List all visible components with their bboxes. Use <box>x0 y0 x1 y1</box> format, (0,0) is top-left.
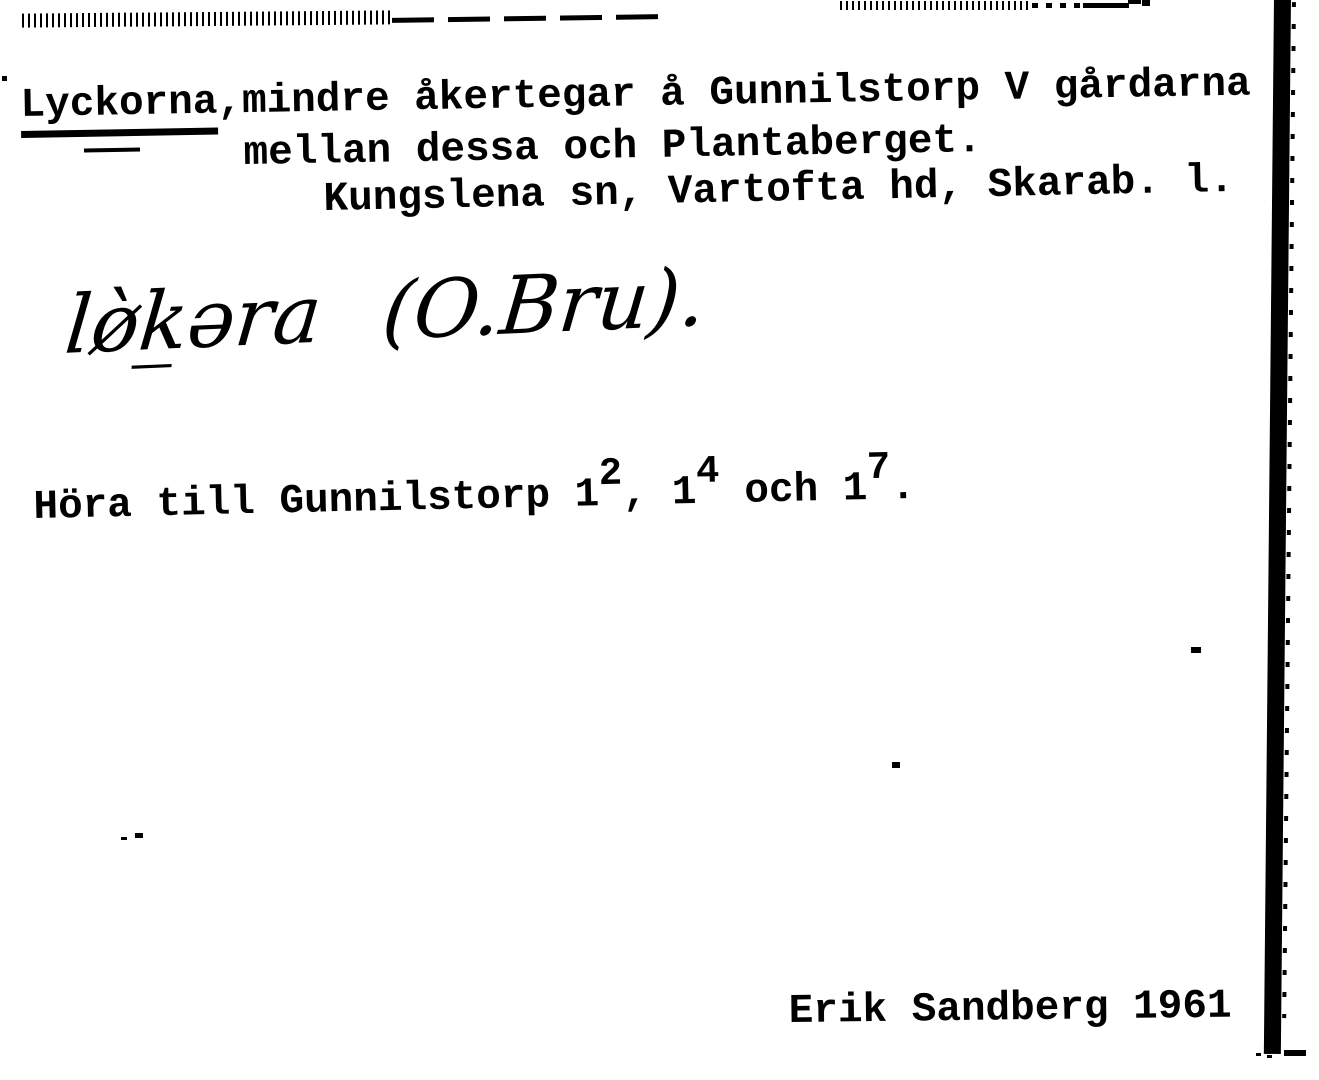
scan-speck <box>1267 1055 1272 1058</box>
farm-number-superscript-2: 4 <box>695 449 720 494</box>
headline-line2: mellan dessa och Plantaberget. <box>243 118 983 177</box>
note-separator-2: och 1 <box>719 466 868 516</box>
farm-number-superscript-3: 7 <box>866 445 891 490</box>
signature-line: Erik Sandberg 1961 <box>788 983 1232 1035</box>
scan-speck <box>1191 647 1201 653</box>
farm-number-superscript-1: 2 <box>598 451 623 496</box>
handwritten-phonetic-word: lø̀k̲əra <box>61 267 326 373</box>
scan-speck <box>2 76 7 81</box>
parish-district-line: Kungslena sn, Vartofta hd, Skarab. l. <box>323 157 1235 223</box>
note-prefix: Höra till Gunnilstorp 1 <box>33 472 600 531</box>
phonetic-annotation <box>61 250 711 373</box>
scan-noise-dash-right-2 <box>1142 0 1150 6</box>
scan-noise-line-right <box>1083 3 1129 8</box>
scan-speck <box>1284 1050 1306 1056</box>
scan-noise-ticks-left <box>22 10 390 27</box>
scan-noise-dash-right <box>1128 0 1141 4</box>
scan-noise-ticks-right <box>840 1 1030 10</box>
note-separator-1: , 1 <box>622 469 697 518</box>
handwritten-source-abbreviation: (O.Bru). <box>378 250 711 359</box>
scan-noise-dots-right <box>1032 3 1084 8</box>
headword: Lyckorna <box>20 80 218 138</box>
headline <box>20 61 1252 129</box>
scan-speck <box>1256 1053 1261 1056</box>
scan-noise-dashes-left <box>392 14 660 23</box>
headword-underline-stroke <box>84 148 140 153</box>
scan-speck <box>892 762 900 768</box>
scan-speck <box>135 833 143 838</box>
scan-binding-edge <box>1264 0 1291 1054</box>
note-suffix: . <box>890 464 916 512</box>
note-line <box>33 445 916 531</box>
scan-speck <box>121 837 127 840</box>
headline-rest: ,mindre åkertegar å Gunnilstorp V gårdarna <box>217 61 1252 126</box>
